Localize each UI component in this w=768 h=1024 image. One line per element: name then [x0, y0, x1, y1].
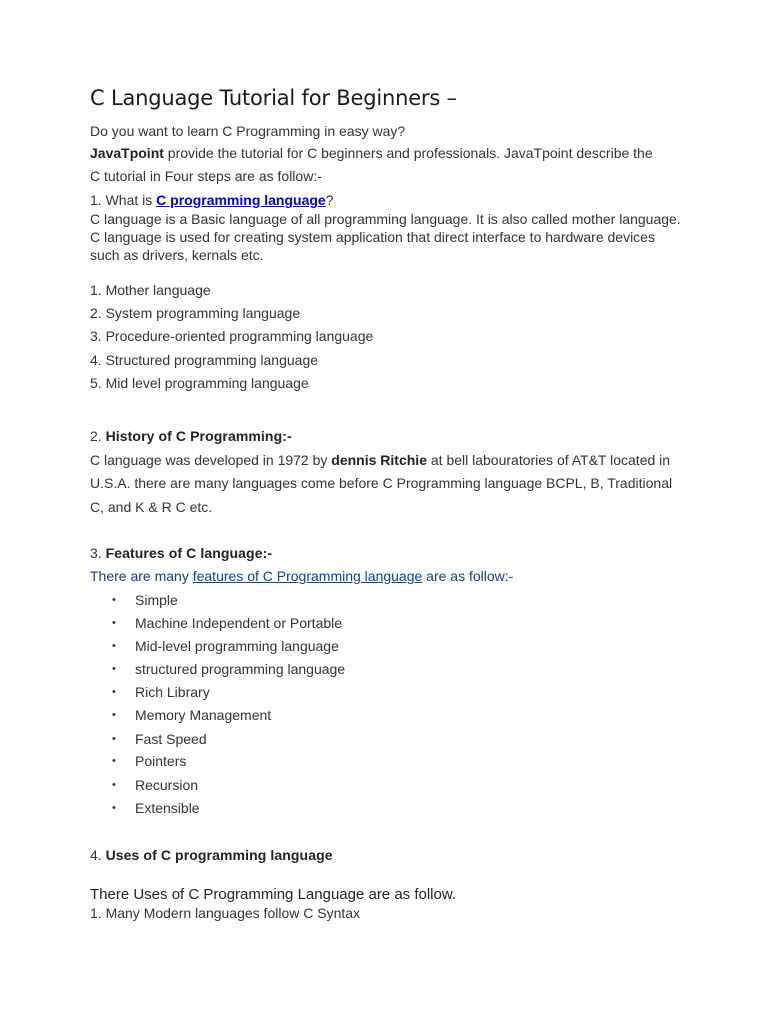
intro-line-1: Do you want to learn C Programming in easy way?: [90, 123, 406, 139]
list-item-text: Extensible: [135, 800, 200, 816]
list-item-text: Rich Library: [135, 684, 210, 700]
c-programming-language-link[interactable]: C programming language: [156, 192, 326, 208]
list-item-text: structured programming language: [135, 661, 346, 677]
page-title: C Language Tutorial for Beginners –: [90, 86, 457, 110]
section1-heading: [90, 191, 334, 209]
section1-desc-1: C language is a Basic language of all programming language. It is also called mother language.: [90, 211, 681, 227]
features-of-c-link[interactable]: features of C Programming language: [192, 568, 423, 584]
bullet-icon: •: [112, 663, 116, 675]
list-item-text: Pointers: [135, 753, 187, 769]
section1-desc-2: C language is used for creating system application that direct interface to hardware devices: [90, 229, 655, 245]
section4-para-2: 1. Many Modern languages follow C Syntax: [90, 905, 361, 921]
list-item-text: Machine Independent or Portable: [135, 615, 343, 631]
numbered-item: 5. Mid level programming language: [90, 375, 309, 391]
section2-heading: [90, 427, 292, 445]
section2-para-1: [90, 451, 670, 469]
list-item-text: Simple: [135, 592, 178, 608]
numbered-item: 4. Structured programming language: [90, 352, 319, 368]
section2-para-2: U.S.A. there are many languages come before C Programming language BCPL, B, Traditional: [90, 475, 673, 491]
section2-para-1-post: at bell labouratories of AT&T located in: [426, 452, 671, 468]
section2-para-1-pre: C language was developed in 1972 by: [90, 452, 332, 468]
brand-name: JavaTpoint: [90, 145, 164, 161]
section4-heading: [90, 846, 333, 864]
section1-prefix: 1. What is: [90, 192, 157, 208]
section4-para-1: There Uses of C Programming Language are as follow.: [90, 886, 457, 903]
section2-para-3: C, and K & R C etc.: [90, 499, 213, 515]
section4-number: 4.: [90, 847, 106, 863]
section3-intro-pre: There are many: [90, 568, 193, 584]
bullet-icon: •: [112, 640, 116, 652]
section2-number: 2.: [90, 428, 106, 444]
section3-intro: [90, 567, 513, 585]
bullet-icon: •: [112, 709, 116, 721]
author-name: dennis Ritchie: [331, 452, 427, 468]
bullet-icon: •: [112, 617, 116, 629]
list-item-text: Recursion: [135, 777, 199, 793]
section3-heading: [90, 544, 272, 562]
bullet-icon: •: [112, 686, 116, 698]
list-item-text: Memory Management: [135, 707, 272, 723]
list-item-text: Mid-level programming language: [135, 638, 339, 654]
bullet-icon: •: [112, 733, 116, 745]
numbered-item: 1. Mother language: [90, 282, 211, 298]
section1-desc-3: such as drivers, kernals etc.: [90, 247, 264, 263]
section2-title: History of C Programming:-: [105, 428, 292, 444]
numbered-item: 3. Procedure-oriented programming language: [90, 328, 374, 344]
intro-line-2: [90, 144, 653, 162]
section3-number: 3.: [90, 545, 106, 561]
section1-suffix: ?: [325, 192, 334, 208]
numbered-item: 2. System programming language: [90, 305, 301, 321]
list-item-text: Fast Speed: [135, 731, 207, 747]
bullet-icon: •: [112, 755, 116, 767]
section3-intro-post: are as follow:-: [422, 568, 514, 584]
section3-title: Features of C language:-: [105, 545, 273, 561]
section4-title: Uses of C programming language: [105, 847, 333, 863]
bullet-icon: •: [112, 594, 116, 606]
intro-line-3: C tutorial in Four steps are as follow:-: [90, 168, 322, 184]
intro-line-2-text: provide the tutorial for C beginners and professionals. JavaTpoint describe the: [163, 145, 653, 161]
bullet-icon: •: [112, 779, 116, 791]
bullet-icon: •: [112, 802, 116, 814]
